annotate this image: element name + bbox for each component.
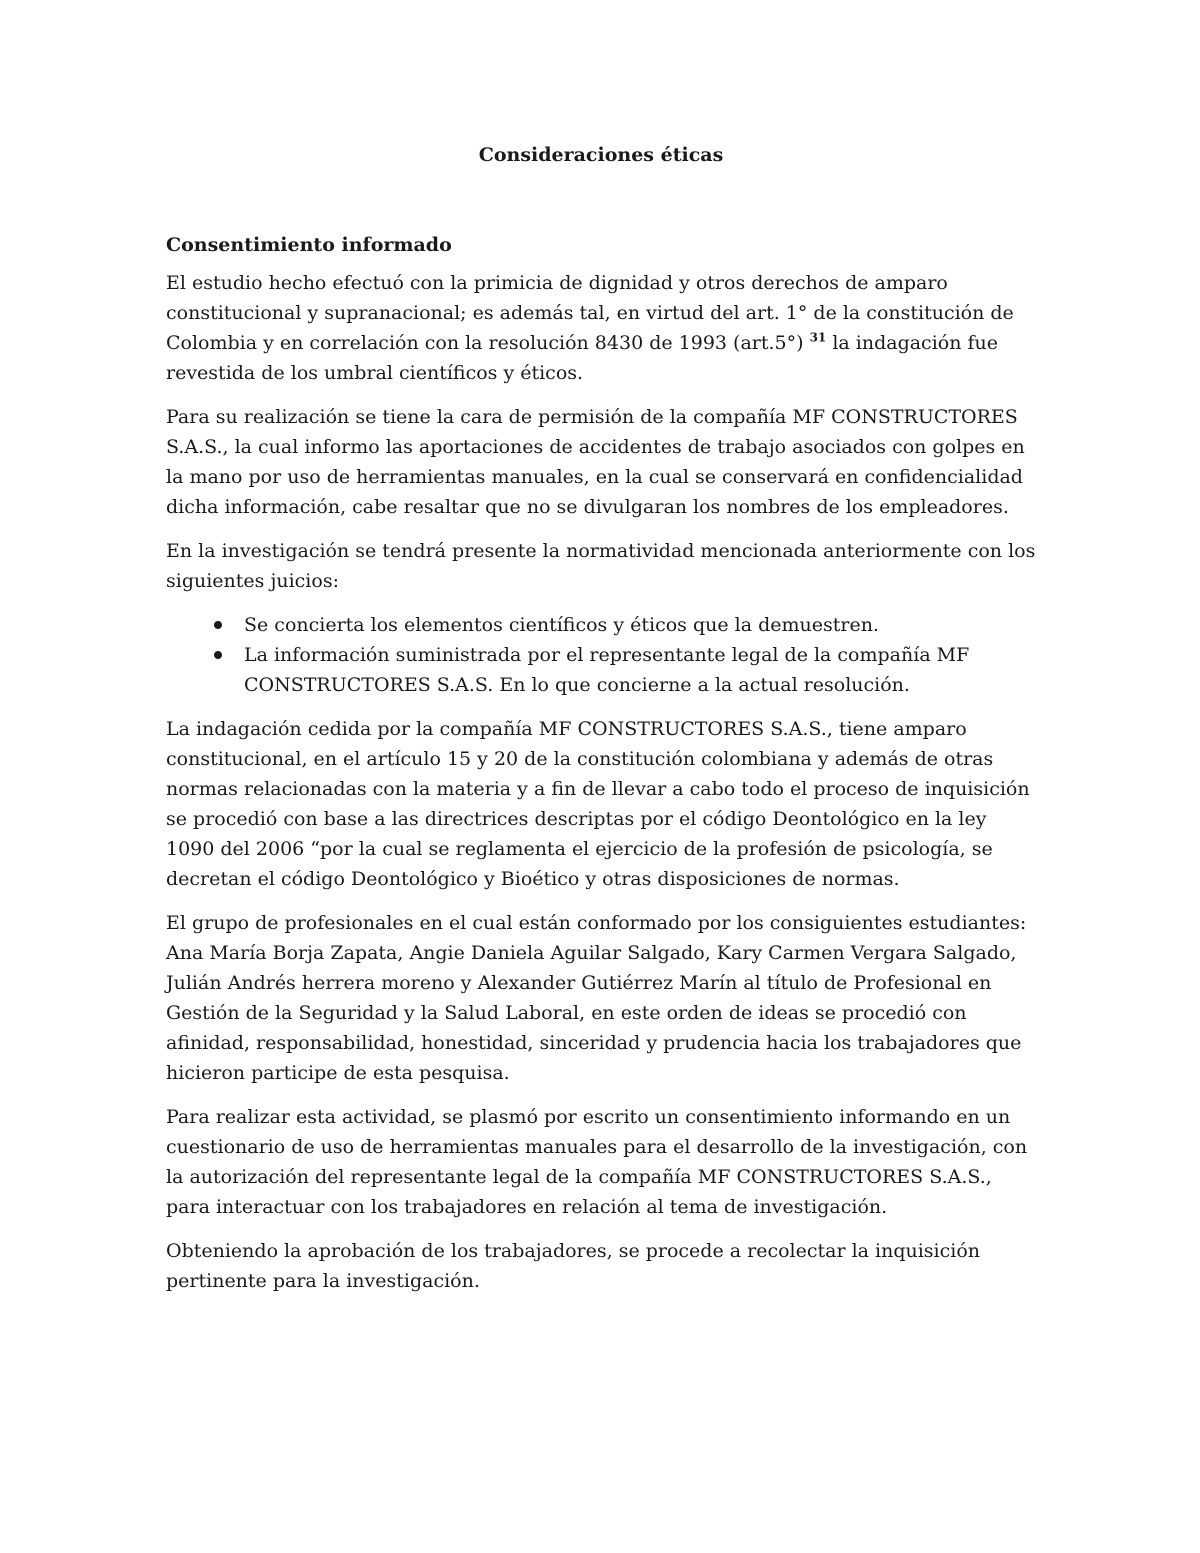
paragraph-1: [166, 268, 1036, 388]
bullet-icon: [214, 621, 222, 629]
footnote-reference: 31: [809, 330, 827, 345]
document-body: [166, 140, 1036, 1310]
paragraph-5: El grupo de profesionales en el cual están conformado por los consiguientes estudiantes: Ana María Borja Zapata, Angie Daniela Aguilar Salgado, Kary Carmen Vergara Salgado, Julián Andrés herrera moreno y Alexander Gutiérrez Marín al título de Profesional en Gestión de la Seguridad y la Salud Laboral, en este orden de ideas se procedió con afinidad, responsabilidad, honestidad, sinceridad y prudencia hacia los trabajadores que hicieron participe de esta pesquisa.: [166, 912, 1027, 1084]
bullet-item: [244, 610, 1036, 640]
paragraph-1-text-start: El estudio hecho efectuó con la primicia de dignidad y otros derechos de amparo constitucional y supranacional; es además tal, en virtud del art. 1° de la constitución de Colombia y en correlación con la resolución 8430 de 1993 (art.5°): [166, 272, 1014, 354]
paragraph-7: Obteniendo la aprobación de los trabajadores, se procede a recolectar la inquisición pertinente para la investigación.: [166, 1240, 981, 1292]
bullet-item-text: Se concierta los elementos científicos y éticos que la demuestren.: [244, 614, 879, 636]
bullet-list: [166, 610, 1036, 700]
bullet-icon: [214, 651, 222, 659]
section-heading: Consentimiento informado: [166, 234, 452, 256]
bullet-item-text: La información suministrada por el representante legal de la compañía MF CONSTRUCTORES S.A.S. En lo que concierne a la actual resolución.: [244, 644, 970, 696]
paragraph-4: La indagación cedida por la compañía MF CONSTRUCTORES S.A.S., tiene amparo constitucional, en el artículo 15 y 20 de la constitución colombiana y además de otras normas relacionadas con la materia y a fin de llevar a cabo todo el proceso de inquisición se procedió con base a las directrices descriptas por el código Deontológico en la ley 1090 del 2006 “por la cual se reglamenta el ejercicio de la profesión de psicología, se decretan el código Deontológico y Bioético y otras disposiciones de normas.: [166, 718, 1030, 890]
paragraph-3: En la investigación se tendrá presente la normatividad mencionada anteriormente con los siguientes juicios:: [166, 540, 1036, 592]
paragraph-6: Para realizar esta actividad, se plasmó por escrito un consentimiento informando en un cuestionario de uso de herramientas manuales para el desarrollo de la investigación, con la autorización del representante legal de la compañía MF CONSTRUCTORES S.A.S., para interactuar con los trabajadores en relación al tema de investigación.: [166, 1106, 1028, 1218]
paragraph-2: Para su realización se tiene la cara de permisión de la compañía MF CONSTRUCTORES S.A.S., la cual informo las aportaciones de accidentes de trabajo asociados con golpes en la mano por uso de herramientas manuales, en la cual se conservará en confidencialidad dicha información, cabe resaltar que no se divulgaran los nombres de los empleadores.: [166, 406, 1025, 518]
paragraph-1-text-end: la indagación fue revestida de los umbral científicos y éticos.: [166, 332, 999, 384]
bullet-item: [244, 640, 1036, 700]
document-title: Consideraciones éticas: [478, 144, 724, 166]
